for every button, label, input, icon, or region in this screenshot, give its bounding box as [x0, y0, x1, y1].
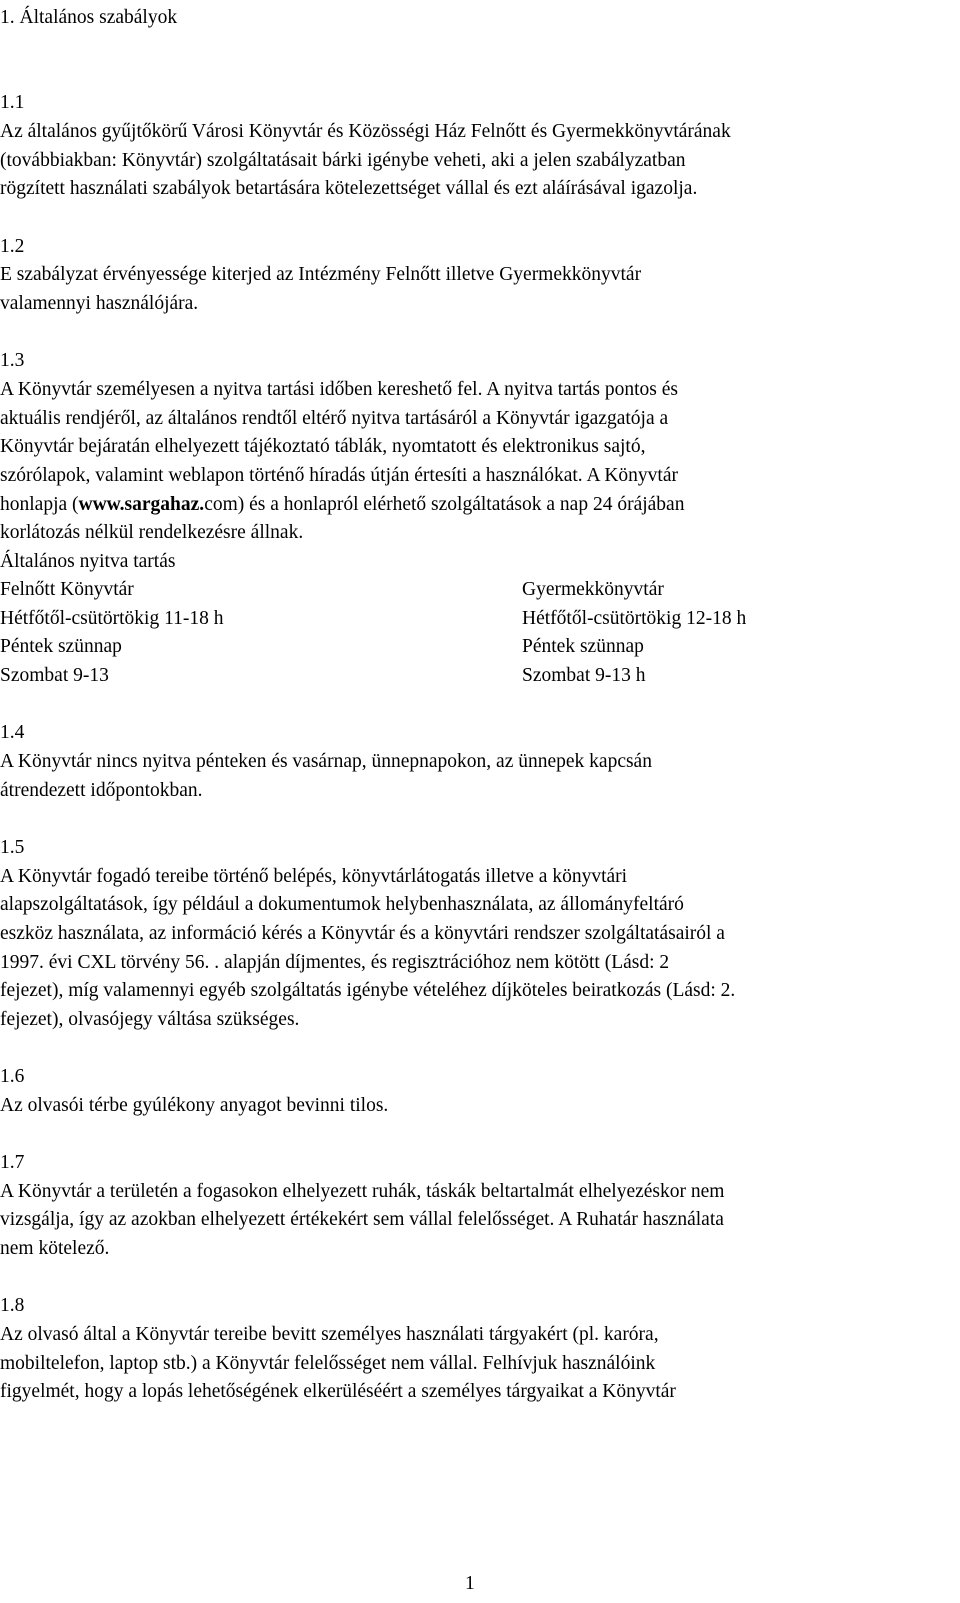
paragraph-line: valamennyi használójára.: [0, 293, 199, 314]
adult-hours-weekdays: Hétfőtől-csütörtökig 11-18 h: [0, 608, 224, 629]
paragraph-line: alapszolgáltatások, így például a dokumentumok helybenhasználata, az állományfeltáró: [0, 894, 684, 915]
paragraph-line: eszköz használata, az információ kérés a Könyvtár és a könyvtári rendszer szolgáltatásairól a: [0, 923, 725, 944]
homepage-prefix: honlapja (: [0, 494, 79, 515]
paragraph-line: aktuális rendjéről, az általános rendtől eltérő nyitva tartásáról a Könyvtár igazgatója a: [0, 408, 669, 429]
section-number-1-3: 1.3: [0, 350, 25, 371]
section-number-1-7: 1.7: [0, 1152, 25, 1173]
hours-title: Általános nyitva tartás: [0, 551, 176, 572]
paragraph-line: fejezet), olvasójegy váltása szükséges.: [0, 1009, 300, 1030]
paragraph-line: korlátozás nélkül rendelkezésre állnak.: [0, 522, 304, 543]
paragraph-line: Könyvtár bejáratán elhelyezett tájékoztató táblák, nyomtatott és elektronikus sajtó,: [0, 436, 646, 457]
section-number-1-1: 1.1: [0, 92, 25, 113]
paragraph-line: E szabályzat érvényessége kiterjed az Intézmény Felnőtt illetve Gyermekkönyvtár: [0, 264, 642, 285]
adult-hours-saturday: Szombat 9-13: [0, 665, 109, 686]
paragraph-line: figyelmét, hogy a lopás lehetőségének elkerüléséért a személyes tárgyaikat a Könyvtár: [0, 1381, 676, 1402]
paragraph-line: Az olvasói térbe gyúlékony anyagot bevinni tilos.: [0, 1095, 389, 1116]
paragraph-line: rögzített használati szabályok betartására kötelezettséget vállal és ezt aláírásával igazolja.: [0, 178, 698, 199]
section-number-1-4: 1.4: [0, 722, 25, 743]
paragraph-line: mobiltelefon, laptop stb.) a Könyvtár felelősséget nem vállal. Felhívjuk használóink: [0, 1353, 656, 1374]
paragraph-line: vizsgálja, így az azokban elhelyezett értékekért sem vállal felelősséget. A Ruhatár használata: [0, 1209, 724, 1230]
children-library-name: Gyermekkönyvtár: [522, 579, 664, 600]
section-number-1-6: 1.6: [0, 1066, 25, 1087]
section-number-1-2: 1.2: [0, 236, 25, 257]
paragraph-line: A Könyvtár a területén a fogasokon elhelyezett ruhák, táskák beltartalmát elhelyezéskor nem: [0, 1181, 725, 1202]
children-hours-friday: Péntek szünnap: [522, 636, 644, 657]
paragraph-line: szórólapok, valamint weblapon történő híradás útján értesíti a használókat. A Könyvtár: [0, 465, 678, 486]
paragraph-line: átrendezett időpontokban.: [0, 780, 203, 801]
section-number-1-5: 1.5: [0, 837, 25, 858]
section-number-1-8: 1.8: [0, 1295, 25, 1316]
paragraph-line: Az általános gyűjtőkörű Városi Könyvtár és Közösségi Ház Felnőtt és Gyermekkönyvtárának: [0, 121, 731, 142]
paragraph-line: A Könyvtár nincs nyitva pénteken és vasárnap, ünnepnapokon, az ünnepek kapcsán: [0, 751, 652, 772]
adult-hours-friday: Péntek szünnap: [0, 636, 122, 657]
paragraph-line: Az olvasó által a Könyvtár tereibe bevitt személyes használati tárgyakért (pl. karóra,: [0, 1324, 659, 1345]
paragraph-line: nem kötelező.: [0, 1238, 110, 1259]
homepage-line: [0, 491, 684, 520]
page-number: 1: [465, 1573, 475, 1594]
homepage-suffix: com) és a honlapról elérhető szolgáltatások a nap 24 órájában: [204, 494, 685, 515]
adult-library-name: Felnőtt Könyvtár: [0, 579, 134, 600]
children-hours-saturday: Szombat 9-13 h: [522, 665, 646, 686]
paragraph-line: (továbbiakban: Könyvtár) szolgáltatásait bárki igénybe veheti, aki a jelen szabályzatban: [0, 150, 686, 171]
paragraph-line: A Könyvtár fogadó tereibe történő belépés, könyvtárlátogatás illetve a könyvtári: [0, 866, 628, 887]
paragraph-line: 1997. évi CXL törvény 56. . alapján díjmentes, és regisztrációhoz nem kötött (Lásd: 2: [0, 952, 670, 973]
children-hours-weekdays: Hétfőtől-csütörtökig 12-18 h: [522, 608, 747, 629]
paragraph-line: A Könyvtár személyesen a nyitva tartási időben kereshető fel. A nyitva tartás pontos és: [0, 379, 678, 400]
section-heading: 1. Általános szabályok: [0, 7, 178, 28]
paragraph-line: fejezet), míg valamennyi egyéb szolgáltatás igénybe vételéhez díjköteles beiratkozás (Lásd: 2.: [0, 980, 736, 1001]
homepage-url: www.sargahaz.: [78, 494, 205, 515]
